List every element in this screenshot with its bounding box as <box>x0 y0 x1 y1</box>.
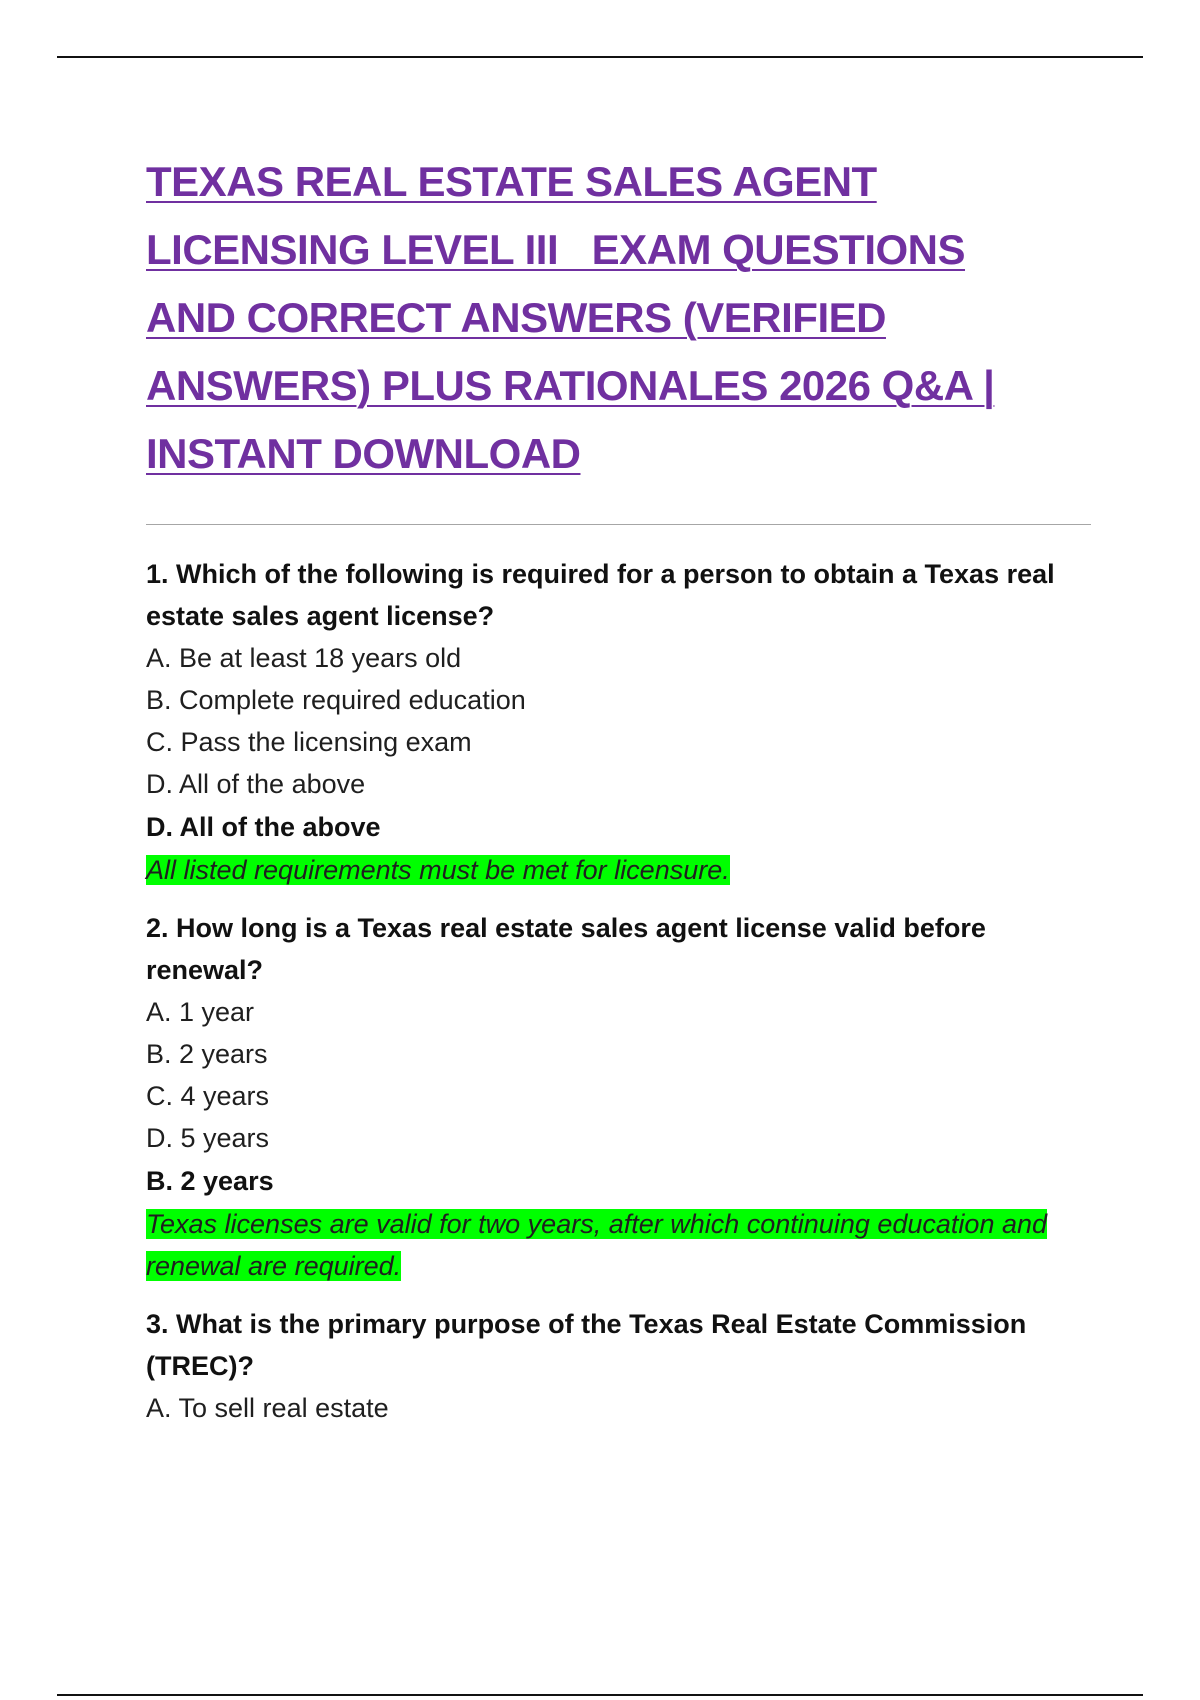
title-line: ANSWERS) PLUS RATIONALES 2026 Q&A | <box>146 362 995 409</box>
rationale-highlight: All listed requirements must be met for licensure. <box>146 855 730 885</box>
question-text: 3. What is the primary purpose of the Texas Real Estate Commission (TREC)? <box>146 1309 1027 1381</box>
option-b: B. Complete required education <box>146 685 526 715</box>
rationale <box>146 849 1091 891</box>
rationale <box>146 1203 1091 1287</box>
question-1 <box>146 553 1091 891</box>
rationale-highlight: Texas licenses are valid for two years, after which continuing education and renewal are required. <box>146 1209 1048 1281</box>
title-line: AND CORRECT ANSWERS (VERIFIED <box>146 294 886 341</box>
title-line: LICENSING LEVEL III EXAM QUESTIONS <box>146 226 966 273</box>
option-a: A. 1 year <box>146 997 255 1027</box>
question-text: 1. Which of the following is required for a person to obtain a Texas real estate sales agent license? <box>146 559 1055 631</box>
correct-answer: B. 2 years <box>146 1166 274 1196</box>
question-2 <box>146 907 1091 1287</box>
option-d: D. 5 years <box>146 1123 270 1153</box>
footer-rule <box>57 1694 1143 1696</box>
header-rule <box>57 56 1143 58</box>
option-a: A. To sell real estate <box>146 1393 389 1423</box>
option-c: C. Pass the licensing exam <box>146 727 472 757</box>
question-3 <box>146 1303 1091 1429</box>
title-separator <box>146 524 1091 525</box>
document-title <box>146 148 1091 488</box>
option-b: B. 2 years <box>146 1039 268 1069</box>
option-c: C. 4 years <box>146 1081 270 1111</box>
page-content <box>146 148 1091 1429</box>
question-text: 2. How long is a Texas real estate sales agent license valid before renewal? <box>146 913 986 985</box>
correct-answer: D. All of the above <box>146 812 381 842</box>
option-d: D. All of the above <box>146 769 366 799</box>
title-line: TEXAS REAL ESTATE SALES AGENT <box>146 158 877 205</box>
title-line: INSTANT DOWNLOAD <box>146 430 581 477</box>
option-a: A. Be at least 18 years old <box>146 643 462 673</box>
